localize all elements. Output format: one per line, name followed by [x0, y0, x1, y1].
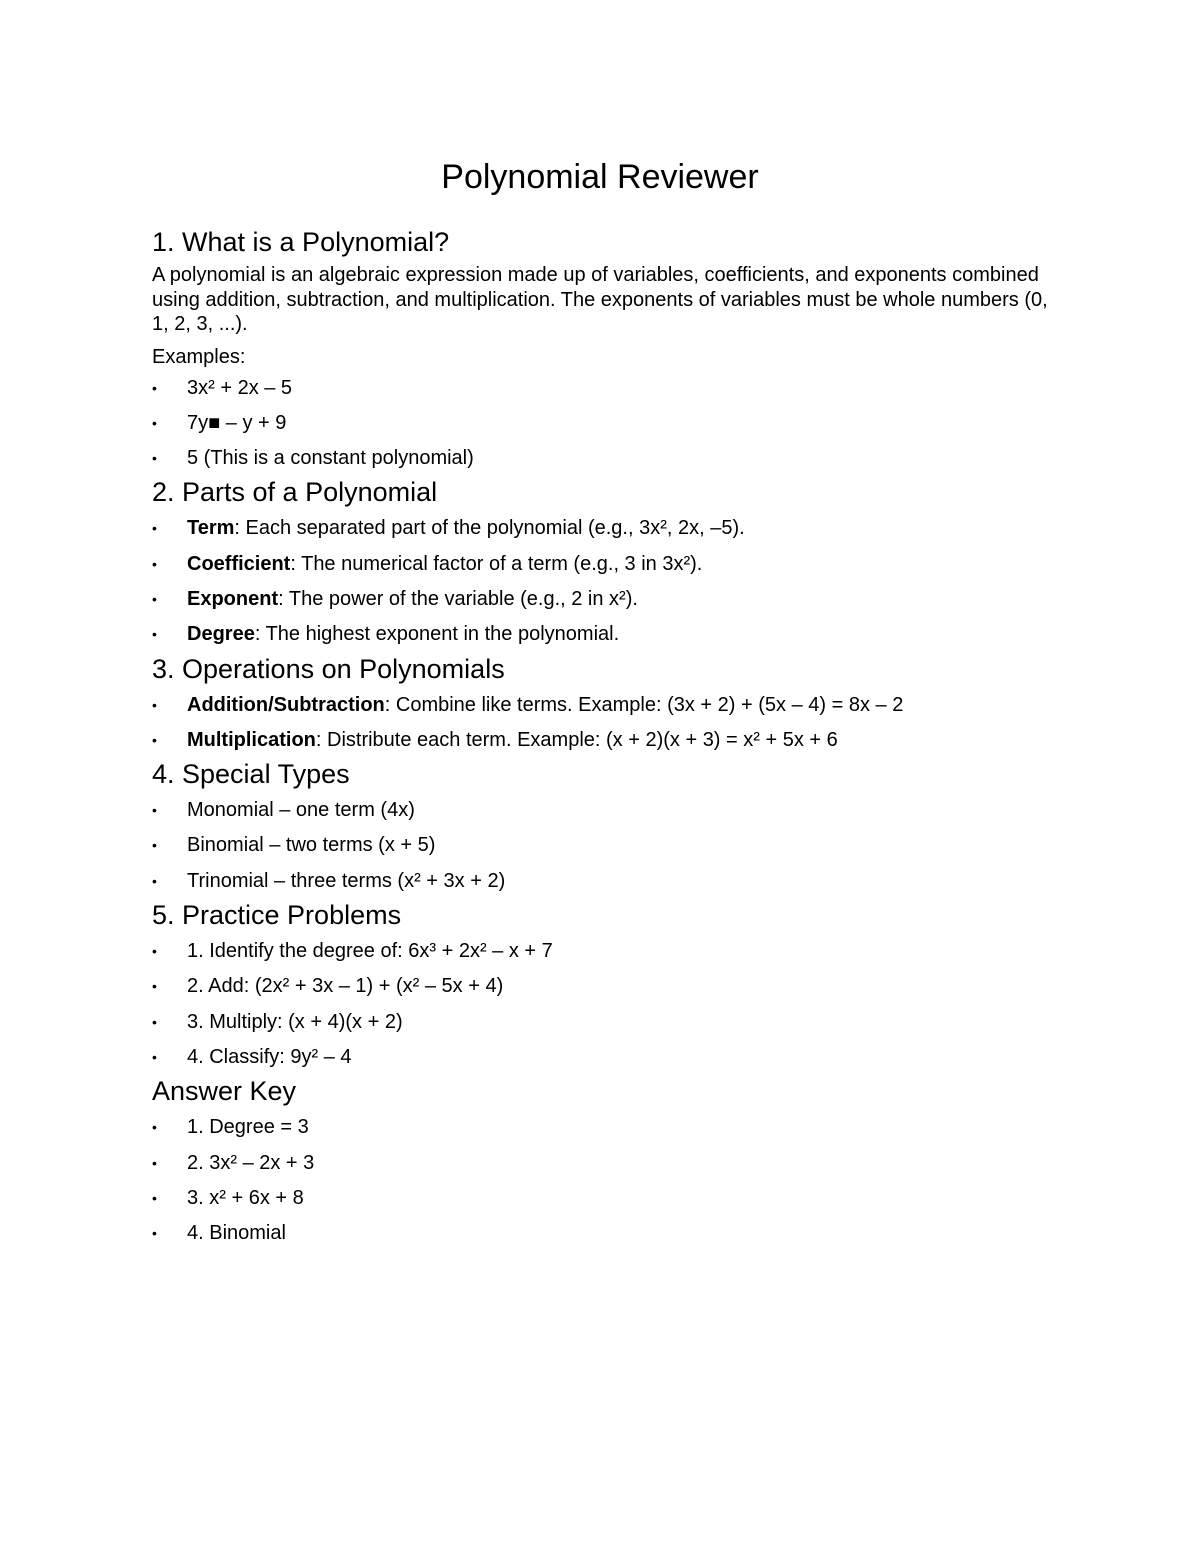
list-item	[152, 582, 1052, 617]
bullet-icon: •	[152, 837, 157, 854]
list-item: • 3x² + 2x – 5	[152, 371, 1052, 406]
list-item	[152, 547, 1052, 582]
document-body	[152, 226, 1052, 1251]
term-description: : Each separated part of the polynomial (e.g., 3x², 2x, –5).	[234, 517, 745, 540]
bullet-icon: •	[152, 1119, 157, 1136]
bullet-icon: •	[152, 555, 157, 572]
bullet-icon: •	[152, 1013, 157, 1030]
bullet-icon: •	[152, 450, 157, 467]
section-what-is-polynomial	[152, 226, 1052, 476]
list-item: • 1. Degree = 3	[152, 1110, 1052, 1145]
term-label: Addition/Subtraction	[187, 693, 385, 716]
list-item: • Trinomial – three terms (x² + 3x + 2)	[152, 864, 1052, 899]
bullet-icon: •	[152, 731, 157, 748]
list-item: • 1. Identify the degree of: 6x³ + 2x² – x + 7	[152, 934, 1052, 969]
bullet-icon: •	[152, 943, 157, 960]
bullet-icon: •	[152, 1225, 157, 1242]
answer-list	[152, 1110, 1052, 1251]
operations-list	[152, 688, 1052, 759]
list-item	[152, 688, 1052, 723]
bullet-icon: •	[152, 1048, 157, 1065]
section-parts-of-polynomial	[152, 476, 1052, 652]
section-answer-key	[152, 1075, 1052, 1251]
list-item: • 7y■ – y + 9	[152, 406, 1052, 441]
term-label: Exponent	[187, 587, 279, 610]
bullet-icon: •	[152, 520, 157, 537]
term-description: : Distribute each term. Example: (x + 2)(x + 3) = x² + 5x + 6	[315, 728, 838, 751]
list-item: • Binomial – two terms (x + 5)	[152, 828, 1052, 863]
list-item: • 4. Binomial	[152, 1216, 1052, 1251]
section-heading: 2. Parts of a Polynomial	[152, 477, 438, 508]
bullet-icon: •	[152, 872, 157, 889]
practice-list	[152, 934, 1052, 1075]
bullet-icon: •	[152, 414, 157, 431]
term-label: Term	[187, 517, 235, 540]
section-special-types	[152, 758, 1052, 899]
section-heading: Answer Key	[152, 1076, 297, 1107]
section-practice-problems	[152, 899, 1052, 1075]
section-heading: 1. What is a Polynomial?	[152, 227, 450, 257]
list-item	[152, 617, 1052, 652]
list-item: • 2. Add: (2x² + 3x – 1) + (x² – 5x + 4)	[152, 969, 1052, 1004]
list-item	[152, 511, 1052, 546]
examples-label: Examples:	[152, 345, 246, 368]
bullet-icon: •	[152, 590, 157, 607]
term-label: Multiplication	[187, 728, 316, 751]
term-description: : Combine like terms. Example: (3x + 2) + (5x – 4) = 8x – 2	[384, 693, 904, 716]
document-title: Polynomial Reviewer	[441, 158, 759, 196]
special-types-list	[152, 793, 1052, 899]
term-description: : The highest exponent in the polynomial.	[254, 623, 620, 646]
bullet-icon: •	[152, 379, 157, 396]
bullet-icon: •	[152, 696, 157, 713]
definition-paragraph: A polynomial is an algebraic expression made up of variables, coefficients, and exponents combined using addition, subtraction, and multiplication. The exponents of variables must be whole numbers (0, 1, 2, 3, ...).	[152, 264, 1048, 335]
term-label: Coefficient	[187, 552, 291, 575]
section-heading: 4. Special Types	[152, 759, 350, 790]
bullet-icon: •	[152, 978, 157, 995]
examples-list	[152, 371, 1052, 477]
list-item: • 3. x² + 6x + 8	[152, 1181, 1052, 1216]
term-description: : The power of the variable (e.g., 2 in x²).	[278, 587, 638, 610]
list-item: • 3. Multiply: (x + 4)(x + 2)	[152, 1005, 1052, 1040]
list-item	[152, 723, 1052, 758]
list-item: • 4. Classify: 9y² – 4	[152, 1040, 1052, 1075]
term-label: Degree	[187, 623, 255, 646]
bullet-icon: •	[152, 1154, 157, 1171]
bullet-icon: •	[152, 802, 157, 819]
list-item: • 5 (This is a constant polynomial)	[152, 441, 1052, 476]
section-heading: 5. Practice Problems	[152, 900, 402, 931]
bullet-icon: •	[152, 626, 157, 643]
bullet-icon: •	[152, 1189, 157, 1206]
section-heading: 3. Operations on Polynomials	[152, 653, 505, 684]
term-description: : The numerical factor of a term (e.g., 3 in 3x²).	[290, 552, 703, 575]
list-item: • 2. 3x² – 2x + 3	[152, 1146, 1052, 1181]
list-item: • Monomial – one term (4x)	[152, 793, 1052, 828]
section-operations	[152, 653, 1052, 759]
parts-list	[152, 511, 1052, 652]
